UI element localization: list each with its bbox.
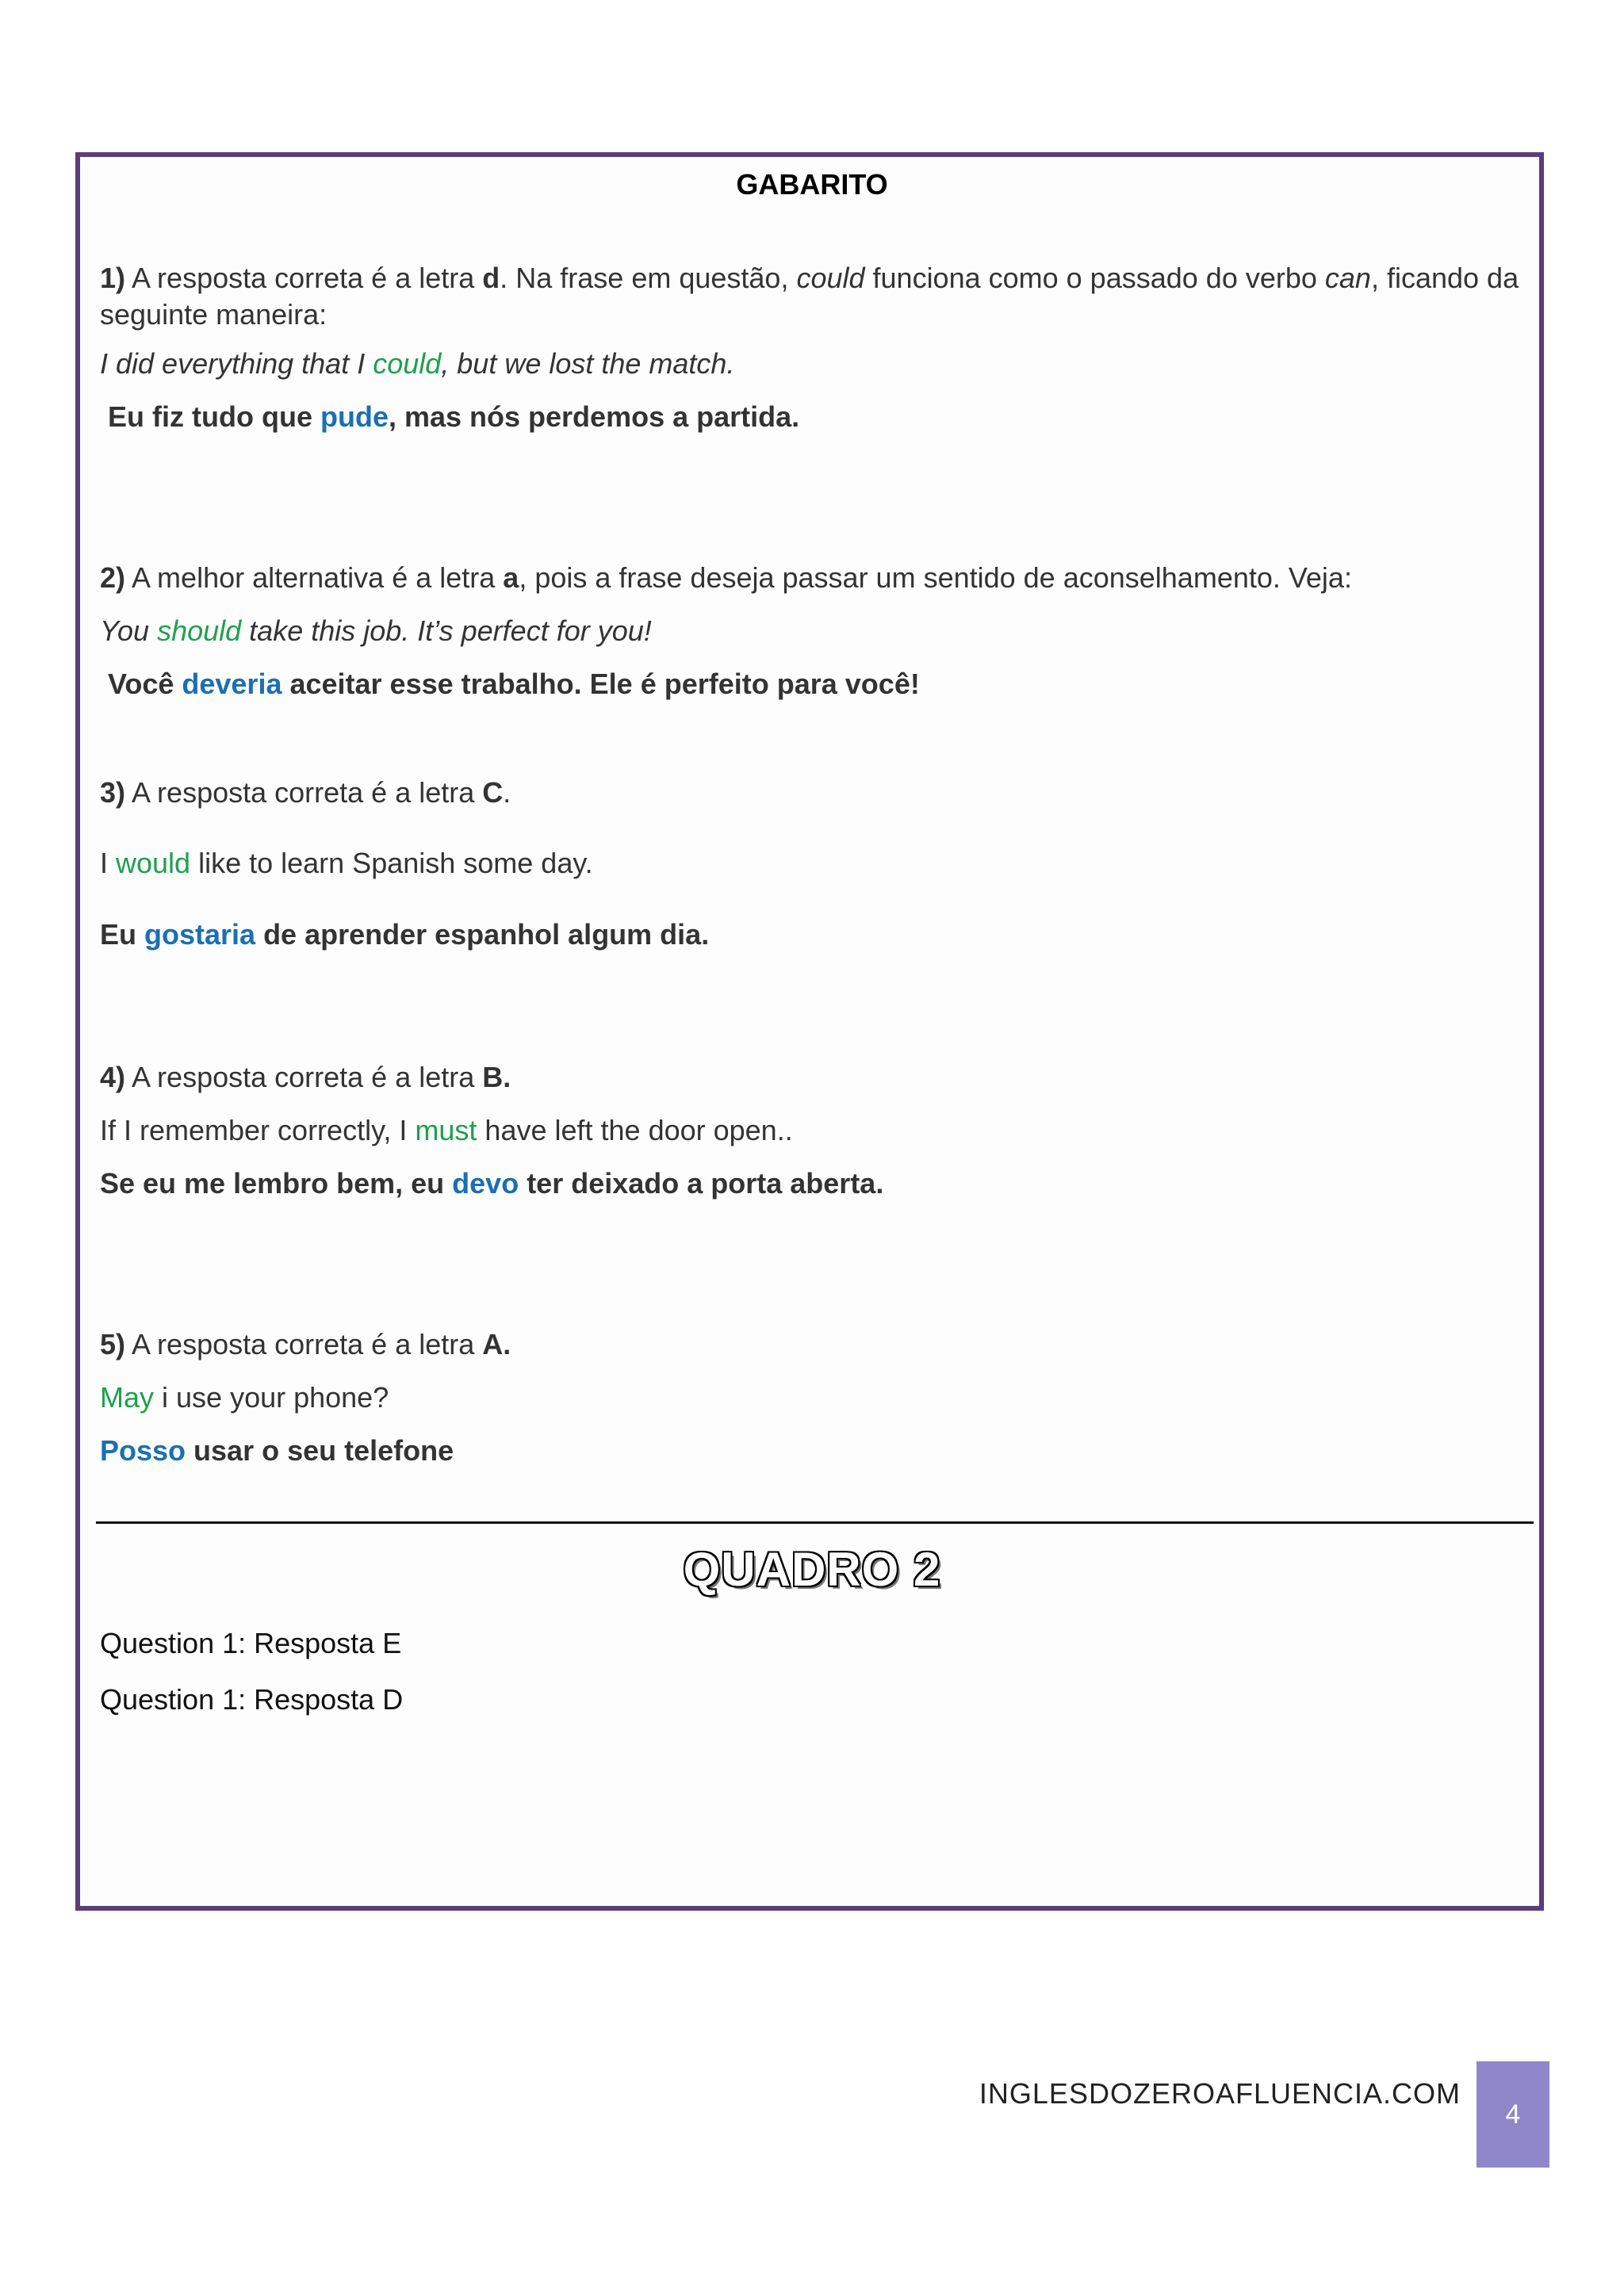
- answer-5-explanation: 5) A resposta correta é a letra A.: [100, 1328, 511, 1360]
- answer-5-portuguese: Posso usar o seu telefone: [100, 1434, 454, 1467]
- footer-website: INGLESDOZEROAFLUENCIA.COM: [979, 2077, 1461, 2110]
- quadro-answer-2: Question 1: Resposta D: [100, 1683, 404, 1716]
- answer-2-english: You should take this job. It’s perfect for you!: [100, 614, 652, 647]
- answer-4-portuguese: Se eu me lembro bem, eu devo ter deixado a porta aberta.: [100, 1167, 884, 1200]
- page-title: GABARITO: [736, 168, 888, 201]
- answer-2-portuguese: Você deveria aceitar esse trabalho. Ele é perfeito para você!: [108, 668, 920, 700]
- answer-1-english: I did everything that I could, but we lost the match.: [100, 347, 735, 380]
- answer-4-explanation: 4) A resposta correta é a letra B.: [100, 1061, 511, 1093]
- answer-4-english: If I remember correctly, I must have left the door open..: [100, 1114, 793, 1146]
- page-number-badge: [1477, 2061, 1549, 2168]
- section-divider: [96, 1521, 1534, 1524]
- answer-3-english: I would like to learn Spanish some day.: [100, 847, 593, 879]
- answer-5-english: May i use your phone?: [100, 1381, 389, 1414]
- quadro-answer-1: Question 1: Resposta E: [100, 1627, 402, 1659]
- quadro-heading: QUADRO 2: [683, 1543, 941, 1596]
- answer-3-portuguese: Eu gostaria de aprender espanhol algum dia.: [100, 918, 710, 951]
- answer-1-portuguese: Eu fiz tudo que pude, mas nós perdemos a partida.: [108, 400, 800, 433]
- answer-2-explanation: 2) A melhor alternativa é a letra a, pois a frase deseja passar um sentido de aconselhamento. Veja:: [100, 561, 1352, 594]
- page-number: 4: [1505, 2099, 1521, 2130]
- answer-1-explanation: 1) A resposta correta é a letra d. Na frase em questão, could funciona como o passado do verbo can, ficando da seguinte maneira:: [100, 262, 1519, 331]
- answer-3-explanation: 3) A resposta correta é a letra C.: [100, 776, 511, 809]
